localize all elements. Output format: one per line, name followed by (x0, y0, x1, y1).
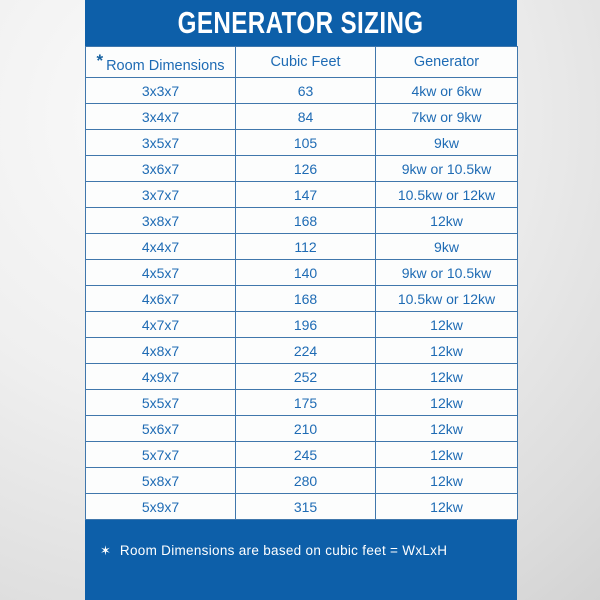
table-cell: 175 (236, 390, 376, 416)
table-row (86, 468, 518, 494)
table-cell: 210 (236, 416, 376, 442)
column-header-label: Room Dimensions (106, 57, 225, 74)
table-cell: 9kw or 10.5kw (376, 156, 518, 182)
page-title: GENERATOR SIZING (178, 5, 424, 40)
table-cell: 10.5kw or 12kw (376, 182, 518, 208)
generator-sizing-panel (85, 0, 517, 600)
table-row (86, 130, 518, 156)
table-body (86, 78, 518, 520)
title-band (85, 0, 517, 46)
table-row (86, 494, 518, 520)
table-row (86, 78, 518, 104)
table-row (86, 416, 518, 442)
column-header-generator: Generator (376, 47, 518, 78)
table-cell: 12kw (376, 416, 518, 442)
table-cell: 5x9x7 (86, 494, 236, 520)
table-cell: 140 (236, 260, 376, 286)
table-cell: 5x8x7 (86, 468, 236, 494)
table-cell: 12kw (376, 338, 518, 364)
table-row (86, 208, 518, 234)
table-cell: 4x4x7 (86, 234, 236, 260)
footnote-text: Room Dimensions are based on cubic feet = WxLxH (119, 543, 448, 558)
table-row (86, 156, 518, 182)
table-cell: 280 (236, 468, 376, 494)
table-cell: 3x8x7 (86, 208, 236, 234)
table-cell: 3x6x7 (86, 156, 236, 182)
table-cell: 12kw (376, 364, 518, 390)
table-cell: 9kw (376, 234, 518, 260)
table-cell: 224 (236, 338, 376, 364)
table-cell: 105 (236, 130, 376, 156)
table-cell: 12kw (376, 312, 518, 338)
table-cell: 4x7x7 (86, 312, 236, 338)
table-cell: 9kw or 10.5kw (376, 260, 518, 286)
table-cell: 245 (236, 442, 376, 468)
table-cell: 5x5x7 (86, 390, 236, 416)
footnote (85, 520, 517, 558)
table-cell: 7kw or 9kw (376, 104, 518, 130)
table-cell: 3x5x7 (86, 130, 236, 156)
table-cell: 4x8x7 (86, 338, 236, 364)
table-row (86, 442, 518, 468)
asterisk-icon: * (96, 50, 104, 70)
table-row (86, 260, 518, 286)
table-cell: 3x4x7 (86, 104, 236, 130)
table-cell: 4x6x7 (86, 286, 236, 312)
table-row (86, 104, 518, 130)
table-cell: 4kw or 6kw (376, 78, 518, 104)
table-cell: 12kw (376, 442, 518, 468)
column-header-cubic-feet: Cubic Feet (236, 47, 376, 78)
table-row (86, 390, 518, 416)
table-cell: 112 (236, 234, 376, 260)
star-icon: ✶ (100, 543, 111, 558)
table-cell: 4x9x7 (86, 364, 236, 390)
table-row (86, 286, 518, 312)
table-cell: 9kw (376, 130, 518, 156)
table-row (86, 182, 518, 208)
table-cell: 12kw (376, 468, 518, 494)
table-row (86, 338, 518, 364)
table-cell: 3x3x7 (86, 78, 236, 104)
table-cell: 4x5x7 (86, 260, 236, 286)
table-cell: 315 (236, 494, 376, 520)
table-row (86, 312, 518, 338)
table-cell: 12kw (376, 390, 518, 416)
table-cell: 12kw (376, 494, 518, 520)
table-cell: 126 (236, 156, 376, 182)
table-cell: 84 (236, 104, 376, 130)
table-row (86, 234, 518, 260)
column-header-room-dimensions (86, 47, 236, 78)
table-cell: 12kw (376, 208, 518, 234)
table-cell: 252 (236, 364, 376, 390)
table-row (86, 364, 518, 390)
table-cell: 10.5kw or 12kw (376, 286, 518, 312)
table-cell: 63 (236, 78, 376, 104)
table-cell: 168 (236, 286, 376, 312)
table-cell: 5x6x7 (86, 416, 236, 442)
table-cell: 147 (236, 182, 376, 208)
sizing-table (85, 46, 518, 520)
table-cell: 5x7x7 (86, 442, 236, 468)
table-cell: 168 (236, 208, 376, 234)
table-header-row (86, 47, 518, 78)
table-cell: 196 (236, 312, 376, 338)
table-cell: 3x7x7 (86, 182, 236, 208)
